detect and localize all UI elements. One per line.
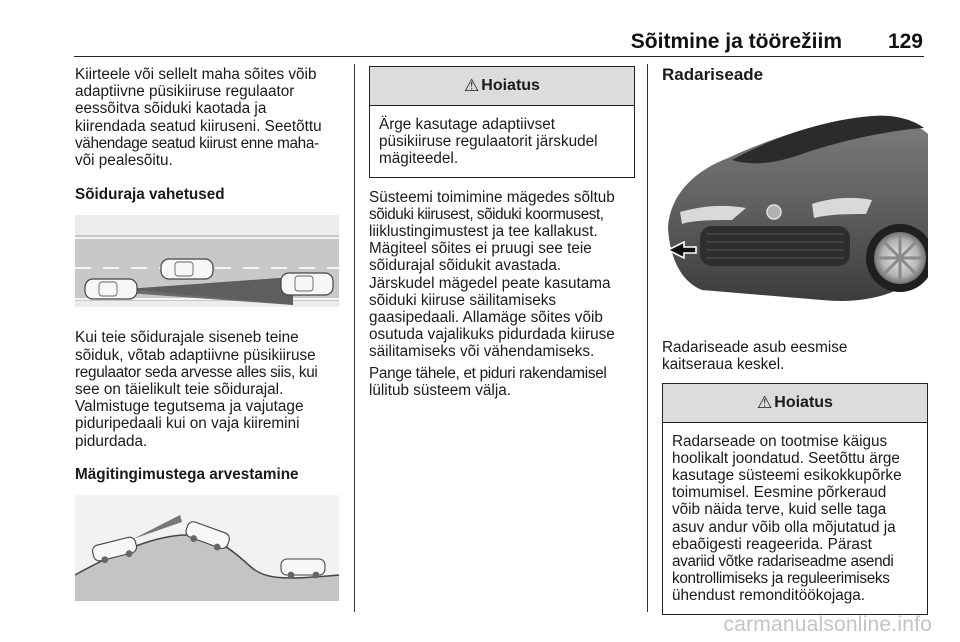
radar-unit-car-photo (662, 100, 928, 318)
lane-change-heading: Sõiduraja vahetused (75, 186, 225, 204)
warning-text: Ärge kasutage adaptiivset püsikiiruse regulaatorit järskudel mägiteedel. (379, 116, 598, 168)
merging-car-icon (161, 259, 213, 279)
column-divider-right (647, 64, 648, 612)
column-right (662, 66, 928, 615)
hill-operation-paragraph: Süsteemi toimimine mägedes sõltub sõiduki kiirusest, sõiduki koormusest, liiklustingimustest ja tee kallakust. Mägiteel sõites ei pruugi see teie sõidurajal sõidukit avastada. Järskudel mägedel peate kasutama sõiduki kiiruse säilitamiseks gaasipedaali. Allamäge sõites võib osutuda vajalikuks pidurdada kiiruse säilitamiseks või vähendamiseks. (369, 188, 615, 361)
leading-car-icon (281, 273, 333, 295)
radar-location-paragraph: Radariseade asub eesmise kaitseraua keskel. (662, 339, 848, 374)
column-divider-left (354, 64, 355, 612)
brake-note-paragraph: Pange tähele, et piduri rakendamisel lülitub süsteem välja. (369, 364, 607, 399)
radar-heading: Radariseade (662, 65, 764, 84)
intro-paragraph: Kiirteele või sellelt maha sõites võib adaptiivne püsikiiruse regulaator eessõitva sõiduki kaotada ja kiirendada seatud kiiruseni. Seetõttu vähendage seatud kiirust enne maha- või pealesõitu. (75, 66, 322, 170)
page-number: 129 (887, 30, 923, 53)
brand-emblem (767, 205, 781, 219)
column-middle (369, 66, 635, 399)
warning-header: ⚠ Hoiatus (370, 67, 634, 106)
front-grille (700, 226, 850, 266)
warning-header: ⚠ Hoiatus (663, 384, 927, 423)
hill-conditions-heading: Mägitingimustega arvestamine (75, 465, 299, 483)
warning-box-hills (369, 66, 635, 178)
warning-box-radar (662, 383, 928, 615)
lane-change-paragraph: Kui teie sõidurajale siseneb teine sõiduk, võtab adaptiivne püsikiiruse regulaator seda arvesse alles siis, kui see on täielikult teie sõidurajal. Valmistuge tegutsema ja vajutage piduripedaali kui on vaja kiiremini pidurdada. (75, 329, 318, 450)
page-header-title: Sõitmine ja töörežiim (630, 30, 842, 53)
warning-triangle-icon: ⚠ (757, 393, 773, 412)
valley-car-icon (281, 559, 325, 578)
hill-driving-illustration (75, 495, 339, 601)
warning-text: Radarseade on tootmise käigus hoolikalt joondatud. Seetõttu ärge kasutage süsteemi esikokkupõrke toimumisel. Eesmine põrkeraud võib näida terve, kuid selle taga asuv andur võib olla mõjutatud ja ebaõigesti reageerida. Pärast avariid võtke radariseadme asendi kontrollimiseks ja reguleerimiseks ühendust remonditöökojaga. (672, 432, 902, 605)
watermark: carmanualsonline.info (723, 613, 932, 636)
lane-change-illustration (75, 215, 339, 307)
wheel-spokes (876, 234, 924, 282)
column-left (75, 66, 343, 601)
own-car-icon (85, 279, 137, 299)
header-rule (74, 56, 924, 57)
warning-triangle-icon: ⚠ (464, 76, 480, 96)
